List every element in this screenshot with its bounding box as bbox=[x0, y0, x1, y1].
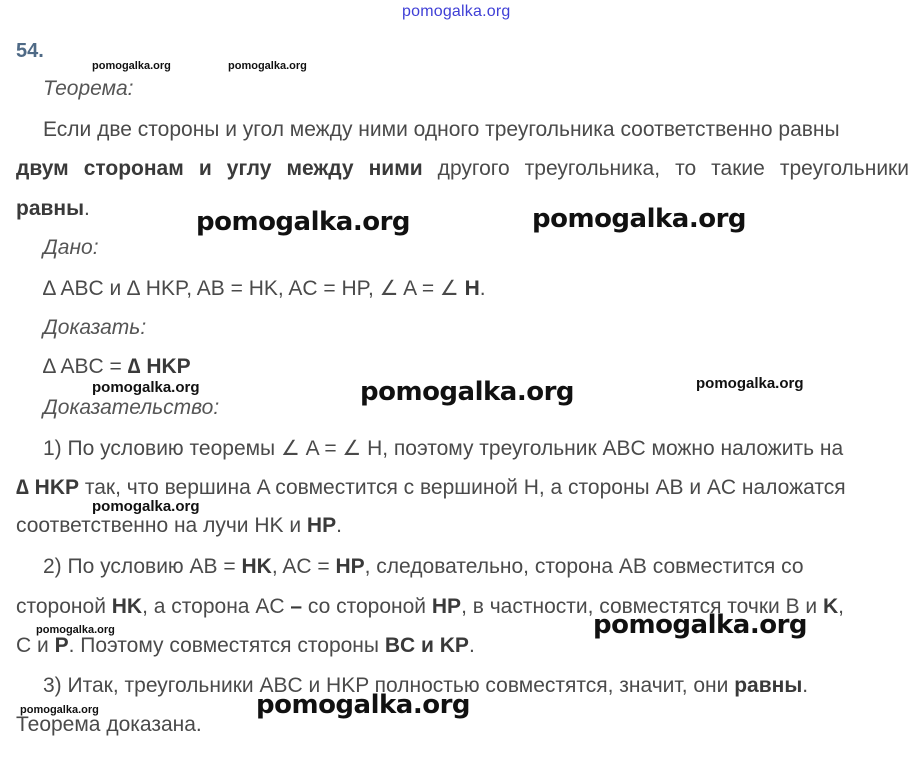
t: C и bbox=[16, 634, 55, 657]
period: . bbox=[479, 277, 486, 300]
problem-number: 54. bbox=[16, 40, 44, 62]
triangle-hkp: ∆ HKP bbox=[16, 476, 80, 499]
step1-line-1: 1) По условию теоремы ∠ A = ∠ H, поэтому треугольник ABC можно наложить на bbox=[43, 437, 844, 460]
watermark-large: pomogalka.org bbox=[196, 207, 411, 237]
period: . bbox=[336, 514, 342, 537]
given-text bbox=[43, 276, 486, 301]
period: . bbox=[84, 197, 90, 220]
t: , следовательно, сторона AB совместится со bbox=[364, 555, 804, 578]
watermark-medium: pomogalka.org bbox=[92, 498, 200, 515]
given-bold: H bbox=[464, 277, 480, 300]
t: 3) Итак, треугольники ABC и HKP полностью совместятся, значит, они bbox=[43, 674, 735, 697]
watermark-medium: pomogalka.org bbox=[92, 379, 200, 396]
ray-hp: HP bbox=[306, 514, 337, 537]
theorem-bold: двум сторонам и углу между ними bbox=[16, 157, 423, 180]
t: стороной bbox=[16, 595, 112, 618]
step1-text: так, что вершина A совместится с вершиной H, а стороны AB и AC наложатся bbox=[79, 476, 846, 499]
prove-right: ∆ HKP bbox=[127, 355, 191, 378]
step1-line-2 bbox=[16, 476, 846, 500]
b: равны bbox=[734, 674, 803, 697]
b: BC и KP bbox=[384, 634, 469, 657]
t: со стороной bbox=[302, 595, 432, 618]
step3-line-2: Теорема доказана. bbox=[16, 713, 202, 736]
theorem-text: другого треугольника, то такие треугольники bbox=[422, 157, 909, 180]
watermark-large: pomogalka.org bbox=[360, 377, 575, 407]
watermark-large: pomogalka.org bbox=[593, 610, 808, 640]
theorem-heading: Теорема: bbox=[43, 77, 134, 100]
theorem-line-3 bbox=[16, 197, 90, 221]
step2-line-3 bbox=[16, 634, 475, 658]
t: . bbox=[802, 674, 809, 697]
given-heading: Дано: bbox=[43, 236, 99, 259]
b: P bbox=[54, 634, 69, 657]
given-conditions: ∆ ABC и ∆ HKP, AB = HK, AC = HP, ∠ A = ∠ bbox=[43, 277, 465, 300]
b: HP bbox=[335, 555, 365, 578]
watermark-small: pomogalka.org bbox=[92, 60, 171, 72]
watermark-small: pomogalka.org bbox=[228, 60, 307, 72]
step1-line-3 bbox=[16, 514, 342, 538]
theorem-line-2 bbox=[16, 157, 909, 181]
t: . Поэтому совместятся стороны bbox=[68, 634, 385, 657]
b: – bbox=[290, 595, 303, 618]
theorem-line-1: Если две стороны и угол между ними одного треугольника соответственно равны bbox=[43, 118, 840, 141]
prove-left: ∆ ABC = bbox=[43, 355, 128, 378]
t: , AC = bbox=[271, 555, 336, 578]
t: , а сторона AC bbox=[142, 595, 291, 618]
t: 2) По условию AB = bbox=[43, 555, 242, 578]
theorem-bold-equal: равны bbox=[16, 197, 85, 220]
b: HK bbox=[111, 595, 143, 618]
watermark-large: pomogalka.org bbox=[532, 204, 747, 234]
watermark-small: pomogalka.org bbox=[20, 704, 99, 716]
proof-heading: Доказательство: bbox=[43, 396, 220, 419]
watermark-small: pomogalka.org bbox=[36, 624, 115, 636]
prove-heading: Доказать: bbox=[43, 316, 147, 339]
b: HK bbox=[241, 555, 272, 578]
prove-text bbox=[43, 355, 191, 379]
t: . bbox=[468, 634, 475, 657]
t: , в частности, совместятся точки B и bbox=[461, 595, 823, 618]
step1-text: соответственно на лучи HK и bbox=[16, 514, 307, 537]
step2-line-1 bbox=[43, 555, 804, 579]
t: , bbox=[838, 595, 845, 618]
watermark-top: pomogalka.org bbox=[402, 3, 511, 20]
b: HP bbox=[431, 595, 462, 618]
watermark-medium: pomogalka.org bbox=[696, 375, 804, 392]
watermark-large: pomogalka.org bbox=[256, 690, 471, 720]
b: K bbox=[823, 595, 839, 618]
